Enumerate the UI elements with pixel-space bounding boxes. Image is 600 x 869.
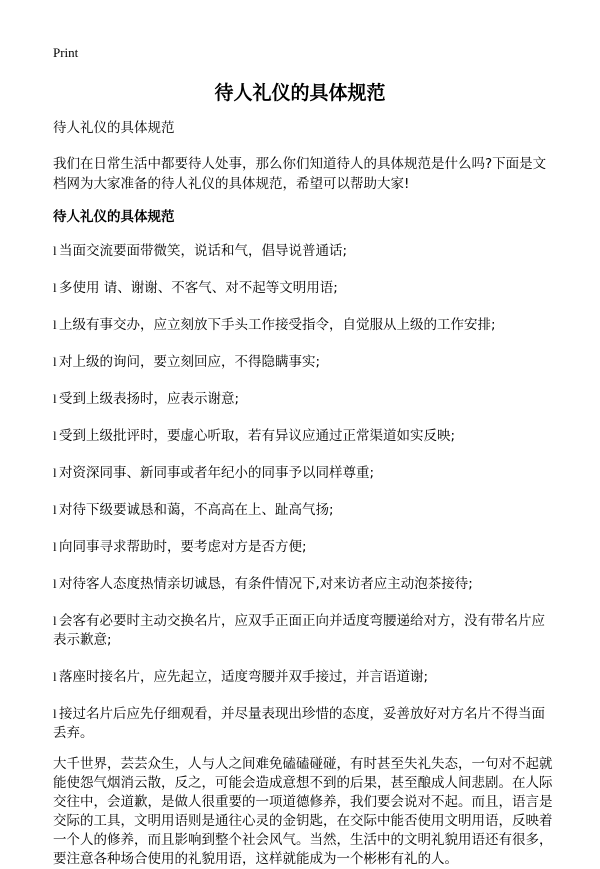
bullet-marker: l (53, 465, 57, 480)
intro-paragraph: 我们在日常生活中都要待人处事，那么你们知道待人的具体规范是什么吗?下面是文档网为大家准备的待人礼仪的具体规范，希望可以帮助大家! (53, 156, 547, 192)
rule-item (53, 537, 557, 557)
bullet-marker: l (53, 502, 57, 517)
rule-item (53, 315, 557, 335)
bullet-marker: l (53, 354, 57, 369)
rule-text: 接过名片后应先仔细观看，并尽量表现出珍惜的态度，妥善放好对方名片不得当面丢弃。 (53, 706, 545, 741)
rule-item (53, 426, 557, 446)
bullet-marker: l (53, 428, 57, 443)
rule-item (53, 500, 557, 520)
bullet-marker: l (53, 539, 57, 554)
document-subtitle: 待人礼仪的具体规范 (53, 120, 175, 136)
rule-item (53, 352, 557, 372)
rule-text: 落座时接名片，应先起立，适度弯腰并双手接过，并言语道谢; (59, 669, 429, 685)
rule-text: 受到上级表扬时，应表示谢意; (59, 391, 240, 407)
bullet-marker: l (53, 669, 57, 684)
rule-item (53, 389, 557, 409)
rule-text: 对待下级要诚恳和蔼，不高高在上、趾高气扬; (59, 502, 334, 518)
bullet-marker: l (53, 243, 57, 258)
rule-text: 向同事寻求帮助时，要考虑对方是否方便; (59, 539, 307, 555)
document-title: 待人礼仪的具体规范 (214, 82, 386, 104)
rule-item (53, 463, 557, 483)
section-heading: 待人礼仪的具体规范 (53, 209, 175, 225)
bullet-marker: l (53, 317, 57, 332)
rule-item (53, 241, 557, 261)
rule-text: 上级有事交办，应立刻放下手头工作接受指令，自觉服从上级的工作安排; (59, 317, 496, 333)
bullet-marker: l (53, 706, 57, 721)
rule-text: 对上级的询问，要立刻回应，不得隐瞒事实; (59, 354, 321, 370)
rule-item (53, 278, 557, 298)
rule-text: 对待客人态度热情亲切诚恳，有条件情况下,对来访者应主动泡茶接待; (59, 576, 473, 592)
closing-paragraph: 大千世界，芸芸众生，人与人之间难免磕磕碰碰，有时甚至失礼失态，一句对不起就能使怨气烟消云散，反之，可能会造成意想不到的后果，甚至酿成人间悲剧。在人际交往中，会道歉，是做人很重要的一项道德修养，我们要会说对不起。而且，语言是交际的工具，文明用语则是通往心灵的金钥匙，在交际中能否使用文明用语，反映着一个人的修养，而且影响到整个社会风气。当然，生活中的文明礼貌用语还有很多，要注意各种场合使用的礼貌用语，这样就能成为一个彬彬有礼的人。 (53, 756, 553, 867)
rule-text: 当面交流要面带微笑，说话和气，倡导说普通话; (59, 243, 348, 259)
rule-item (53, 611, 557, 650)
rules-list (53, 241, 557, 743)
rule-item (53, 574, 557, 594)
bullet-marker: l (53, 576, 57, 591)
print-link[interactable]: Print (53, 45, 79, 60)
rule-text: 会客有必要时主动交换名片，应双手正面正向并适度弯腰递给对方，没有带名片应表示歉意; (53, 613, 545, 648)
rule-item (53, 667, 557, 687)
rule-item (53, 704, 557, 743)
rule-text: 对资深同事、新同事或者年纪小的同事予以同样尊重; (59, 465, 375, 481)
rule-text: 多使用 请、谢谢、不客气、对不起等文明用语; (59, 280, 338, 296)
rule-text: 受到上级批评时，要虚心听取，若有异议应通过正常渠道如实反映; (59, 428, 456, 444)
bullet-marker: l (53, 613, 57, 628)
bullet-marker: l (53, 280, 57, 295)
bullet-marker: l (53, 391, 57, 406)
document-body (53, 118, 557, 869)
